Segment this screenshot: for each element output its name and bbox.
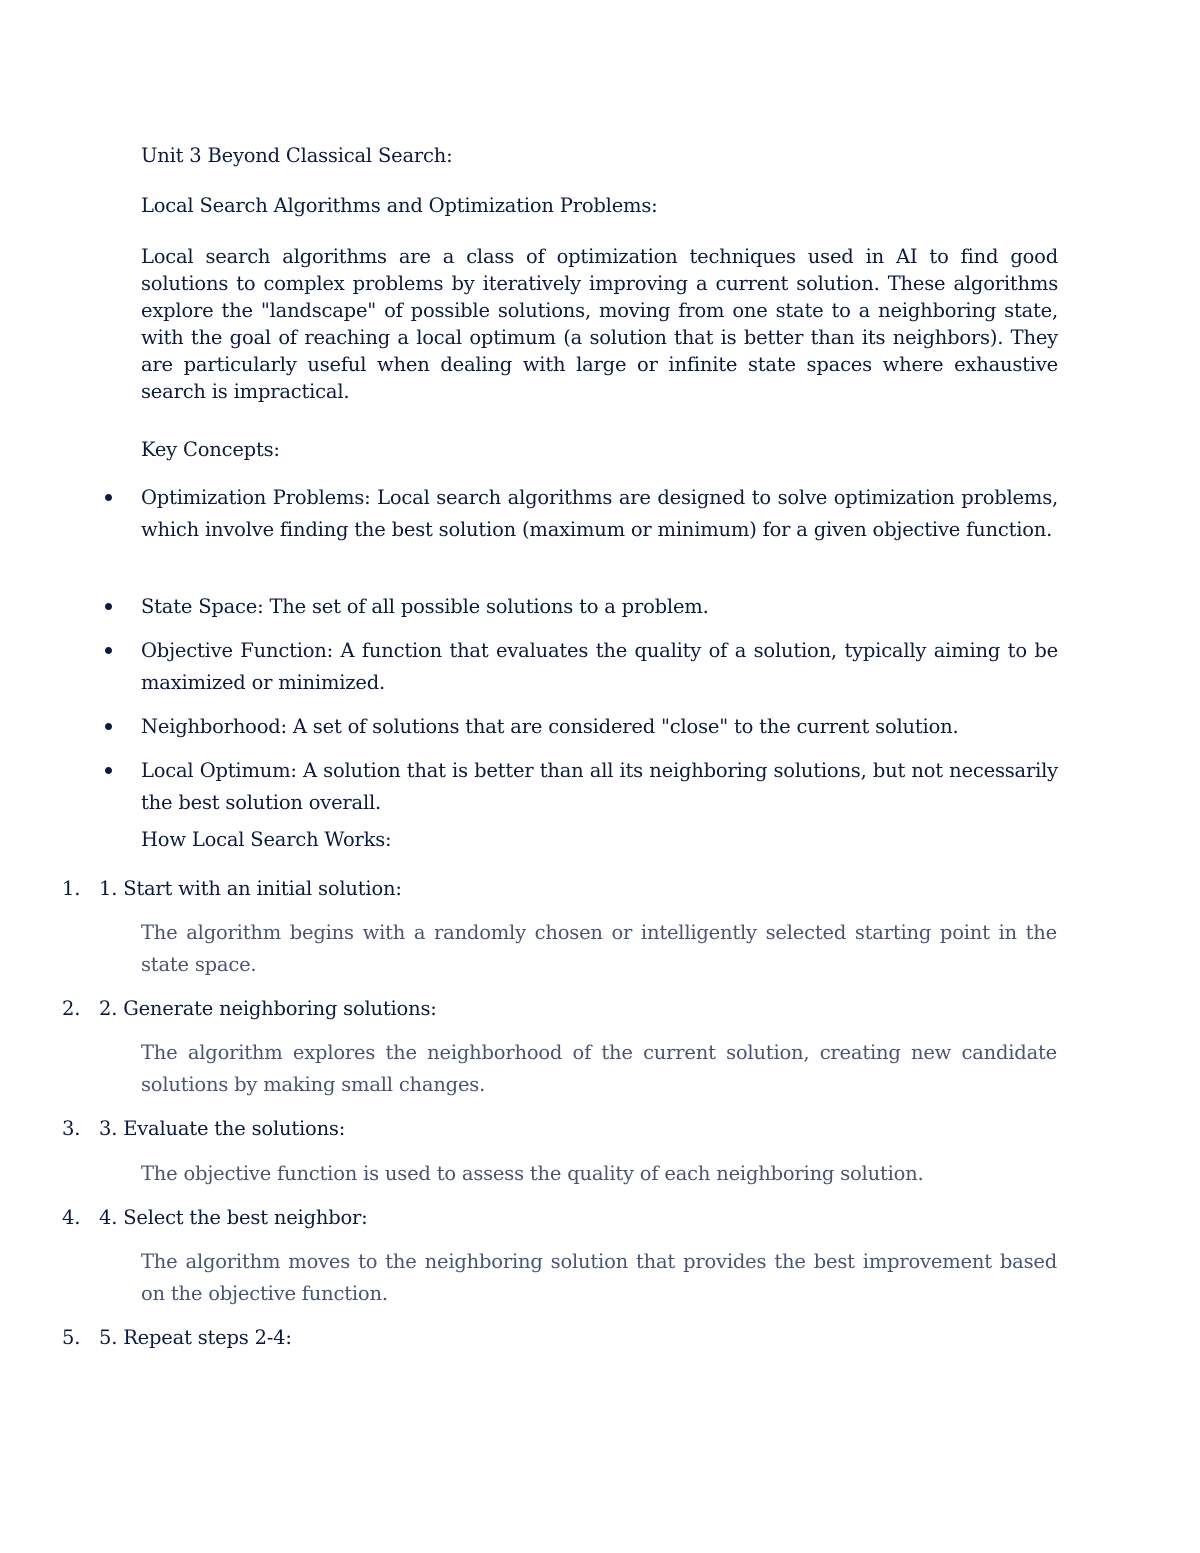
section-heading: Local Search Algorithms and Optimization Problems: <box>141 194 658 217</box>
bullet-icon <box>105 723 112 730</box>
key-concept-item <box>141 635 1058 699</box>
step-number: 1. <box>62 877 81 900</box>
bullet-icon <box>105 494 112 501</box>
intro-paragraph: Local search algorithms are a class of optimization techniques used in AI to find good solutions to complex problems by iteratively improving a current solution. These algorithms explore the "landscape" of possible solutions, moving from one state to a neighboring state, with the goal of reaching a local optimum (a solution that is better than its neighbors). They are particularly useful when dealing with large or infinite state spaces where exhaustive search is impractical. <box>141 245 1058 403</box>
step-description: The algorithm moves to the neighboring solution that provides the best improvement based on the objective function. <box>141 1250 1057 1305</box>
key-concept-text: Neighborhood: A set of solutions that are considered "close" to the current solution. <box>141 715 959 738</box>
step-number: 2. <box>62 997 81 1020</box>
step-number: 3. <box>62 1117 81 1140</box>
key-concept-text: Objective Function: A function that evaluates the quality of a solution, typically aiming to be maximized or minimized. <box>141 639 1058 694</box>
key-concept-item <box>141 711 1058 743</box>
key-concept-item <box>141 482 1058 546</box>
key-concept-text: State Space: The set of all possible solutions to a problem. <box>141 595 709 618</box>
key-concept-text: Local Optimum: A solution that is better than all its neighboring solutions, but not necessarily the best solution overall. <box>141 759 1058 814</box>
step-number: 4. <box>62 1206 81 1229</box>
step-label: 5. Repeat steps 2-4: <box>99 1326 292 1349</box>
document-title: Unit 3 Beyond Classical Search: <box>141 144 453 167</box>
step-description: The objective function is used to assess the quality of each neighboring solution. <box>141 1162 924 1185</box>
bullet-icon <box>105 603 112 610</box>
bullet-icon <box>105 647 112 654</box>
key-concept-text: Optimization Problems: Local search algorithms are designed to solve optimization problems, which involve finding the best solution (maximum or minimum) for a given objective function. <box>141 486 1058 541</box>
step-number: 5. <box>62 1326 81 1349</box>
step-description: The algorithm begins with a randomly chosen or intelligently selected starting point in the state space. <box>141 921 1057 976</box>
key-concept-item <box>141 755 1058 819</box>
bullet-icon <box>105 767 112 774</box>
key-concept-item <box>141 591 1058 623</box>
key-concepts-heading: Key Concepts: <box>141 438 280 461</box>
step-label: 2. Generate neighboring solutions: <box>99 997 437 1020</box>
step-description: The algorithm explores the neighborhood of the current solution, creating new candidate solutions by making small changes. <box>141 1041 1057 1096</box>
step-label: 1. Start with an initial solution: <box>99 877 402 900</box>
step-label: 3. Evaluate the solutions: <box>99 1117 346 1140</box>
how-it-works-heading: How Local Search Works: <box>141 828 392 851</box>
step-label: 4. Select the best neighbor: <box>99 1206 368 1229</box>
